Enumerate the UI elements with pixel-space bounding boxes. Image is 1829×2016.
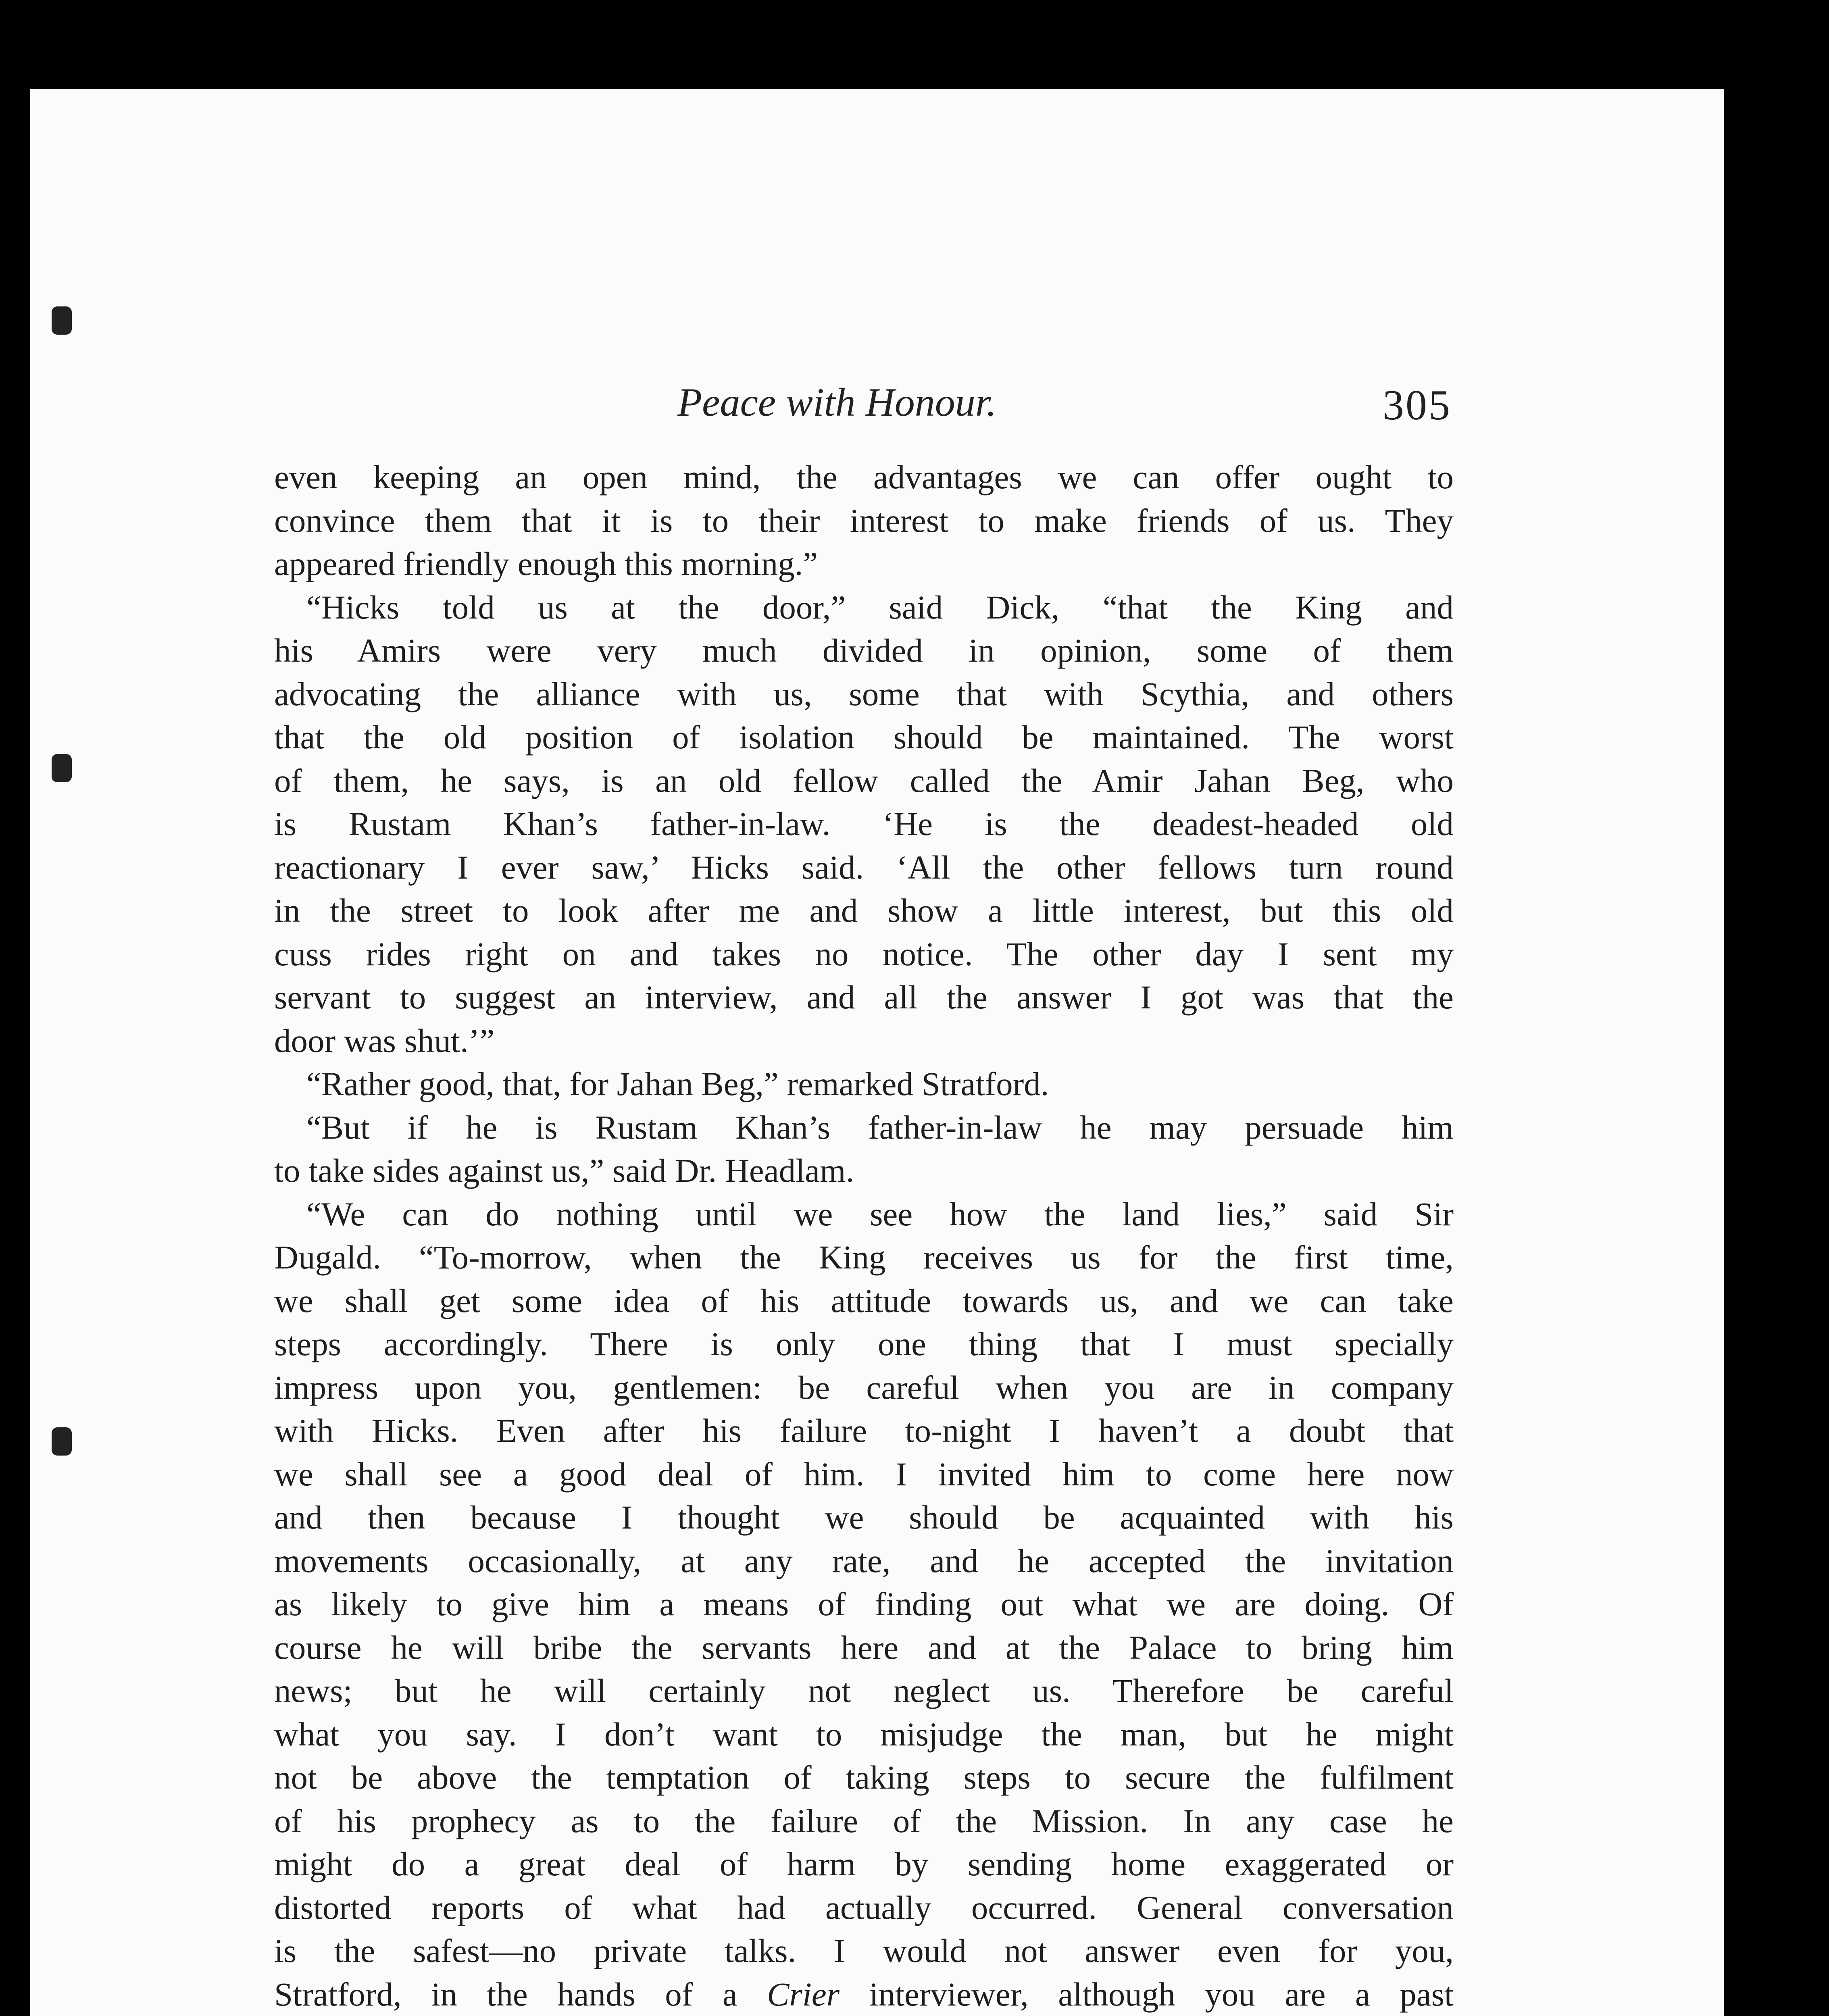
text-line: “We can do nothing until we see how the land lies,” said Sir: [306, 1195, 1454, 1233]
binding-stitch: [52, 306, 72, 335]
text-line: his Amirs were very much divided in opinion, some of them: [274, 632, 1454, 669]
text-line: Stratford, in the hands of a Crier interviewer, although you are a past: [274, 1975, 1454, 2013]
text-line: is Rustam Khan’s father-in-law. ‘He is the deadest-headed old: [274, 805, 1454, 842]
text-line: of them, he says, is an old fellow called the Amir Jahan Beg, who: [274, 762, 1454, 799]
text-line: course he will bribe the servants here and at the Palace to bring him: [274, 1629, 1454, 1666]
text-line: distorted reports of what had actually occurred. General conversation: [274, 1889, 1454, 1926]
binding-stitch: [52, 754, 72, 782]
text-line: in the street to look after me and show a little interest, but this old: [274, 892, 1454, 929]
text-line: appeared friendly enough this morning.”: [274, 545, 818, 582]
text-line: what you say. I don’t want to misjudge the man, but he might: [274, 1715, 1454, 1753]
text-line: cuss rides right on and takes no notice. The other day I sent my: [274, 935, 1454, 973]
text-line: Dugald. “To-morrow, when the King receives us for the first time,: [274, 1239, 1454, 1276]
binding-stitch: [52, 1427, 72, 1456]
text-line: “Rather good, that, for Jahan Beg,” remarked Stratford.: [306, 1065, 1049, 1102]
text-line: movements occasionally, at any rate, and he accepted the invitation: [274, 1542, 1454, 1579]
text-line: and then because I thought we should be acquainted with his: [274, 1499, 1454, 1536]
text-line: even keeping an open mind, the advantages we can offer ought to: [274, 458, 1454, 496]
text-line: to take sides against us,” said Dr. Headlam.: [274, 1152, 854, 1189]
text-line: “Hicks told us at the door,” said Dick, “that the King and: [306, 588, 1454, 626]
text-line: not be above the temptation of taking steps to secure the fulfilment: [274, 1759, 1454, 1796]
body-text: [274, 456, 1454, 2016]
text-line: steps accordingly. There is only one thing that I must specially: [274, 1325, 1454, 1362]
text-line: might do a great deal of harm by sending home exaggerated or: [274, 1845, 1454, 1883]
text-line: “But if he is Rustam Khan’s father-in-law he may persuade him: [306, 1108, 1454, 1146]
text-line: as likely to give him a means of finding out what we are doing. Of: [274, 1585, 1454, 1622]
text-line: reactionary I ever saw,’ Hicks said. ‘All the other fellows turn round: [274, 848, 1454, 886]
text-line: with Hicks. Even after his failure to-night I haven’t a doubt that: [274, 1412, 1454, 1449]
text-line: we shall see a good deal of him. I invited him to come here now: [274, 1455, 1454, 1493]
running-title: Peace with Honour.: [677, 380, 997, 425]
text-line: convince them that it is to their interest to make friends of us. They: [274, 502, 1454, 539]
text-line: is the safest—no private talks. I would not answer even for you,: [274, 1932, 1454, 1969]
text-line: that the old position of isolation should be maintained. The worst: [274, 719, 1454, 756]
text-line: advocating the alliance with us, some that with Scythia, and others: [274, 675, 1454, 712]
page-number: 305: [1383, 381, 1452, 429]
text-line: impress upon you, gentlemen: be careful when you are in company: [274, 1368, 1454, 1406]
text-line: servant to suggest an interview, and all the answer I got was that the: [274, 979, 1454, 1016]
text-line: door was shut.’”: [274, 1022, 495, 1059]
text-line: we shall get some idea of his attitude towards us, and we can take: [274, 1282, 1454, 1319]
text-line: of his prophecy as to the failure of the Mission. In any case he: [274, 1802, 1454, 1839]
text-line: news; but he will certainly not neglect us. Therefore be careful: [274, 1672, 1454, 1709]
page-header: [250, 371, 1452, 444]
